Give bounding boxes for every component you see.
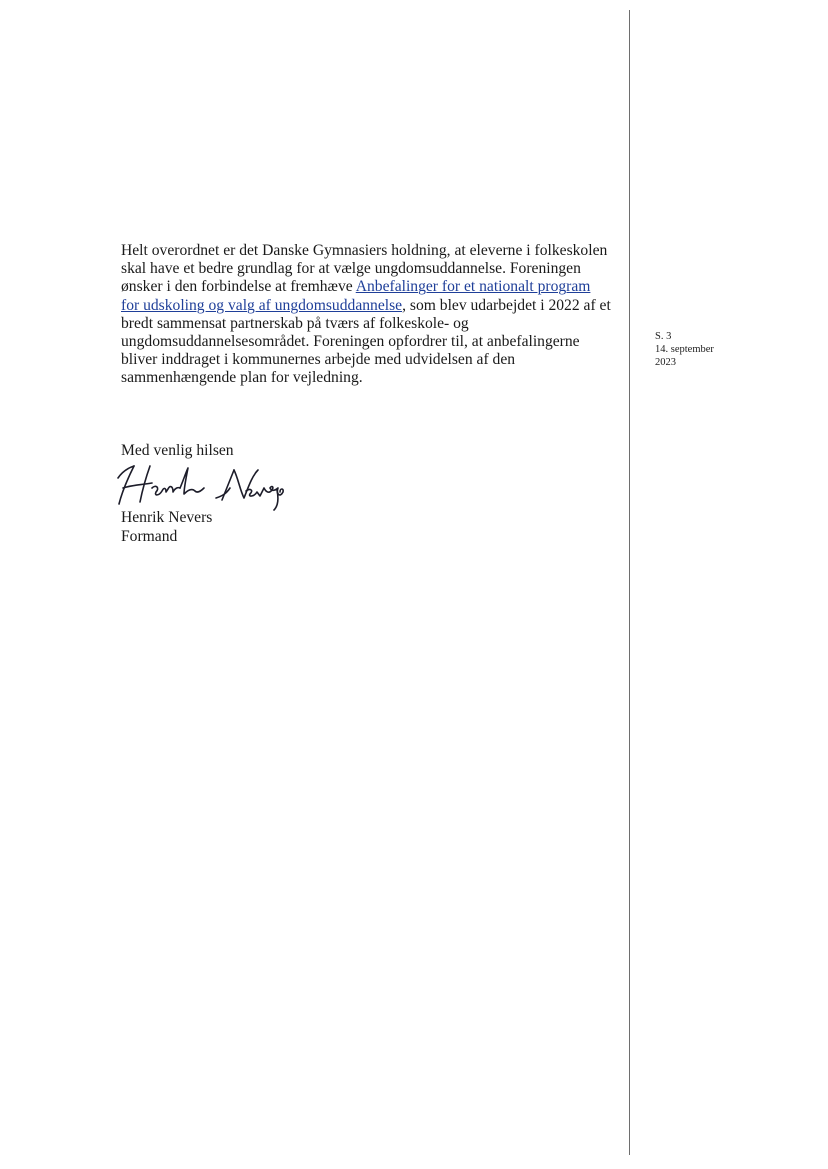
page-number: S. 3: [655, 331, 672, 342]
letter-body: [121, 242, 611, 388]
paragraph-text-before-link: Helt overordnet er det Danske Gymnasiers holdning, at eleverne i folkeskolen skal have et bedre grundlag for at vælge ungdomsuddannelse. Foreningen ønsker i den forbindelse at fremhæve: [121, 242, 608, 296]
signer-name: Henrik Nevers: [121, 509, 213, 526]
recommendations-link[interactable]: Anbefalinger for et nationalt program for udskoling og valg af ungdomsuddannelse: [121, 278, 591, 314]
signer-title: Formand: [121, 527, 178, 545]
margin-divider: [629, 10, 630, 1155]
body-paragraph: [121, 242, 611, 388]
date-line-1: 14. september: [655, 344, 714, 356]
paragraph-text-after-link: , som blev udarbejdet i 2022 af et bredt sammensat partnerskab på tværs af folkeskole- og ungdomsuddannelsesområdet. Foreningen opfordrer til, at anbefalingerne bliver inddraget i kommunernes arbejde med udvidelsen af den sammenhængende plan for vejledning.: [121, 296, 611, 387]
closing-salutation: Med venlig hilsen: [121, 442, 234, 459]
handwritten-signature: [112, 458, 287, 513]
signer-block: [121, 509, 212, 546]
signature-text: Henrik Nevers: [112, 458, 118, 459]
margin-meta: [655, 330, 714, 370]
date-line-2: 2023: [655, 357, 676, 369]
